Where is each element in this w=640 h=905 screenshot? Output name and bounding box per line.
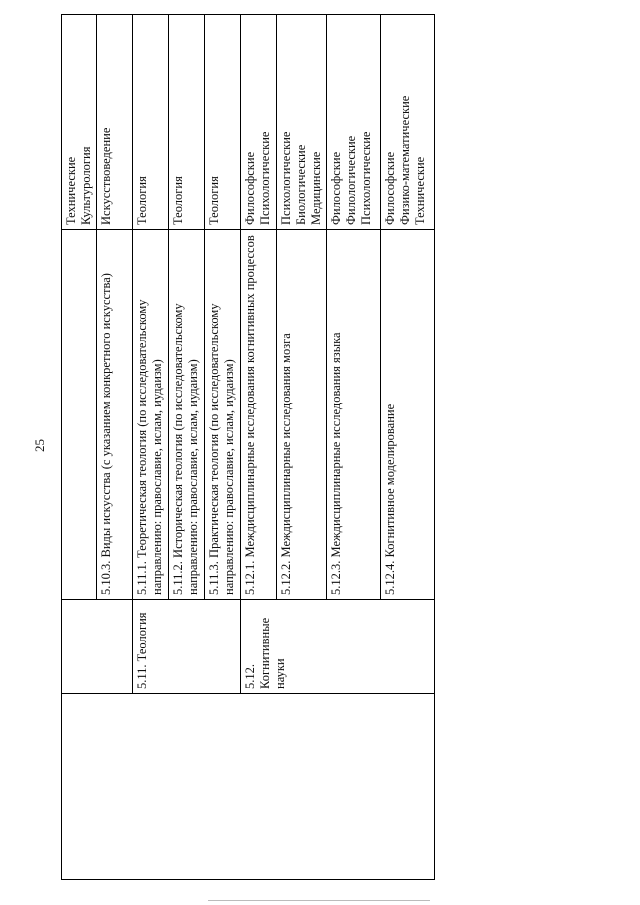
field-cell: Технические Культурология [62,15,97,230]
specialty-cell: 5.10.3. Виды искусства (с указанием конкретного искусства) [97,230,133,600]
specialties-table-rotated [61,15,433,880]
field-cell: Искусствоведение [97,15,133,230]
specialty-cell: 5.11.2. Историческая теология (по исследовательскому направлению: православие, ислам, иудаизм) [169,230,205,600]
empty-cell [62,694,435,880]
field-cell: Теология [133,15,169,230]
specialty-cell: 5.11.1. Теоретическая теология (по исследовательскому направлению: православие, ислам, иудаизм) [133,230,169,600]
group-cell: 5.11. Теология [133,600,241,694]
specialty-cell: 5.12.1. Междисциплинарные исследования когнитивных процессов [241,230,277,600]
specialties-table [61,14,435,880]
field-cell: Философские Филологические Психологические [327,15,381,230]
field-cell: Философские Психологические [241,15,277,230]
group-cell: 5.12. Когнитивные науки [241,600,435,694]
field-cell: Психологические Биологические Медицинские [277,15,327,230]
page-number: 25 [32,439,47,452]
specialty-cell: 5.12.4. Когнитивное моделирование [381,230,435,600]
empty-cell [62,600,133,694]
scan-artifact-line [208,900,430,901]
specialty-cell: 5.12.2. Междисциплинарные исследования мозга [277,230,327,600]
field-cell: Теология [169,15,205,230]
table-row [62,15,97,880]
specialty-cell: 5.12.3. Междисциплинарные исследования языка [327,230,381,600]
field-cell: Теология [205,15,241,230]
field-cell: Философские Физико-математические Технические [381,15,435,230]
specialty-cell [62,230,97,600]
specialty-cell: 5.11.3. Практическая теология (по исследовательскому направлению: православие, ислам, иудаизм) [205,230,241,600]
